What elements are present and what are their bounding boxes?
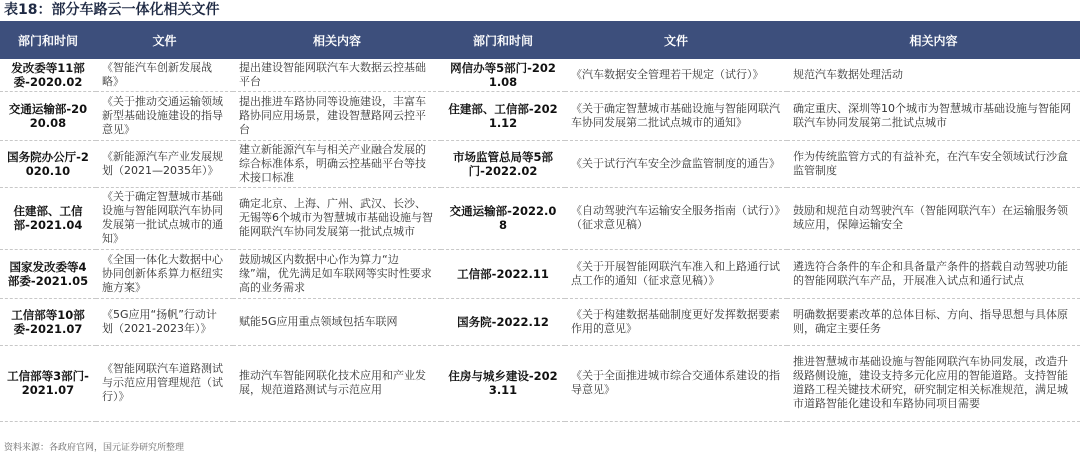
table-row [0,187,1080,249]
content-cell: 提出推进车路协同等设施建设，丰富车路协同应用场景，建设智慧路网云控平台 [239,94,426,136]
dept-cell: 住建部、工信部-2021.04 [13,204,83,232]
dept-cell: 住房与城乡建设-2023.11 [448,369,558,397]
header-doc-left: 文件 [96,21,233,59]
table-row [0,140,1080,187]
dept-cell: 发改委等11部委-2020.02 [11,60,85,89]
content-cell: 遴选符合条件的车企和具备量产条件的搭载自动驾驶功能的智能网联汽车产品，开展准入试点和通行试点 [793,259,1068,287]
document-cell: 《5G应用“扬帆”行动计划（2021-2023年）》 [102,307,217,335]
table-title: 表18：部分车路云一体化相关文件 [4,2,220,18]
content-cell: 提出建设智能网联汽车大数据云控基础平台 [239,60,426,88]
dept-cell: 交通运输部-2020.08 [8,101,88,130]
header-desc-right: 相关内容 [787,21,1080,59]
content-cell: 赋能5G应用重点领域包括车联网 [239,314,398,328]
dept-cell: 市场监管总局等5部门-2022.02 [452,149,553,178]
dept-cell: 网信办等5部门-2021.08 [450,60,556,89]
dept-cell: 国家发改委等4部委-2021.05 [7,259,89,288]
table-row [0,91,1080,140]
header-doc-right: 文件 [565,21,787,59]
dept-cell: 国务院办公厅-2020.10 [7,149,89,178]
dept-cell: 工信部等10部委-2021.07 [11,307,85,336]
document-cell: 《关于构建数据基础制度更好发挥数据要素作用的意见》 [571,307,780,335]
header-desc-left: 相关内容 [233,21,441,59]
document-cell: 《汽车数据安全管理若干规定（试行）》 [571,67,764,81]
document-cell: 《关于确定智慧城市基础设施与智能网联汽车协同发展第一批试点城市的通知》 [102,190,223,245]
dept-cell: 交通运输部-2022.08 [449,204,557,232]
content-cell: 推进智慧城市基础设施与智能网联汽车协同发展，改造升级路侧设施，建设支持多元化应用的智能道路。支持智能道路工程关键技术研究，研究制定相关标准规范，满足城市道路智能化建设和车路协同项目需要 [793,355,1068,410]
document-cell: 《关于全面推进城市综合交通体系建设的指导意见》 [571,369,780,396]
source-note: 资料来源：各政府官网，国元证券研究所整理 [4,443,185,453]
table-row [0,59,1080,91]
document-cell: 《关于推动交通运输领域新型基础设施建设的指导意见》 [102,94,223,136]
content-cell: 鼓励和规范自动驾驶汽车（智能网联汽车）在运输服务领域应用，保障运输安全 [793,204,1068,231]
content-cell: 确定北京、上海、广州、武汉、长沙、无锡等6个城市为智慧城市基础设施与智能网联汽车协同发展第一批试点城市 [239,197,433,238]
dept-cell: 住建部、工信部-2021.12 [448,101,558,130]
content-cell: 鼓励城区内数据中心作为算力“边缘”端，优先满足如车联网等实时性要求高的业务需求 [239,252,432,294]
dept-cell: 国务院-2022.12 [457,314,549,329]
content-cell: 推动汽车智能网联化技术应用和产业发展，规范道路测试与示范应用 [239,369,426,396]
header-dept-left: 部门和时间 [0,21,96,59]
header-dept-right: 部门和时间 [441,21,565,59]
content-cell: 规范汽车数据处理活动 [793,67,903,81]
content-cell: 明确数据要素改革的总体目标、方向、指导思想与具体原则，确定主要任务 [793,307,1068,335]
table-row [0,345,1080,421]
document-cell: 《全国一体化大数据中心协同创新体系算力枢纽实施方案》 [102,252,223,294]
policy-table [0,21,1080,422]
dept-cell: 工信部-2022.11 [457,266,549,281]
document-cell: 《关于确定智慧城市基础设施与智能网联汽车协同发展第二批试点城市的通知》 [571,101,780,129]
content-cell: 作为传统监管方式的有益补充，在汽车安全领域试行沙盒监管制度 [793,149,1068,177]
document-cell: 《关于开展智能网联汽车准入和上路通行试点工作的通知（征求意见稿）》 [571,259,780,287]
document-cell: 《新能源汽车产业发展规划（2021—2035年）》 [102,149,223,177]
document-cell: 《关于试行汽车安全沙盒监管制度的通告》 [571,156,780,170]
table-row [0,249,1080,298]
content-cell: 建立新能源汽车与相关产业融合发展的综合标准体系，明确云控基础平台等技术接口标准 [239,142,426,184]
table-header-row [0,21,1080,59]
document-cell: 《自动驾驶汽车运输安全服务指南（试行）》（征求意见稿） [571,204,780,231]
table-row [0,298,1080,345]
dept-cell: 工信部等3部门-2021.07 [7,369,89,397]
content-cell: 确定重庆、深圳等10个城市为智慧城市基础设施与智能网联汽车协同发展第二批试点城市 [793,101,1071,129]
document-cell: 《智能网联汽车道路测试与示范应用管理规范（试行）》 [102,362,223,403]
document-cell: 《智能汽车创新发展战略》 [102,60,212,88]
